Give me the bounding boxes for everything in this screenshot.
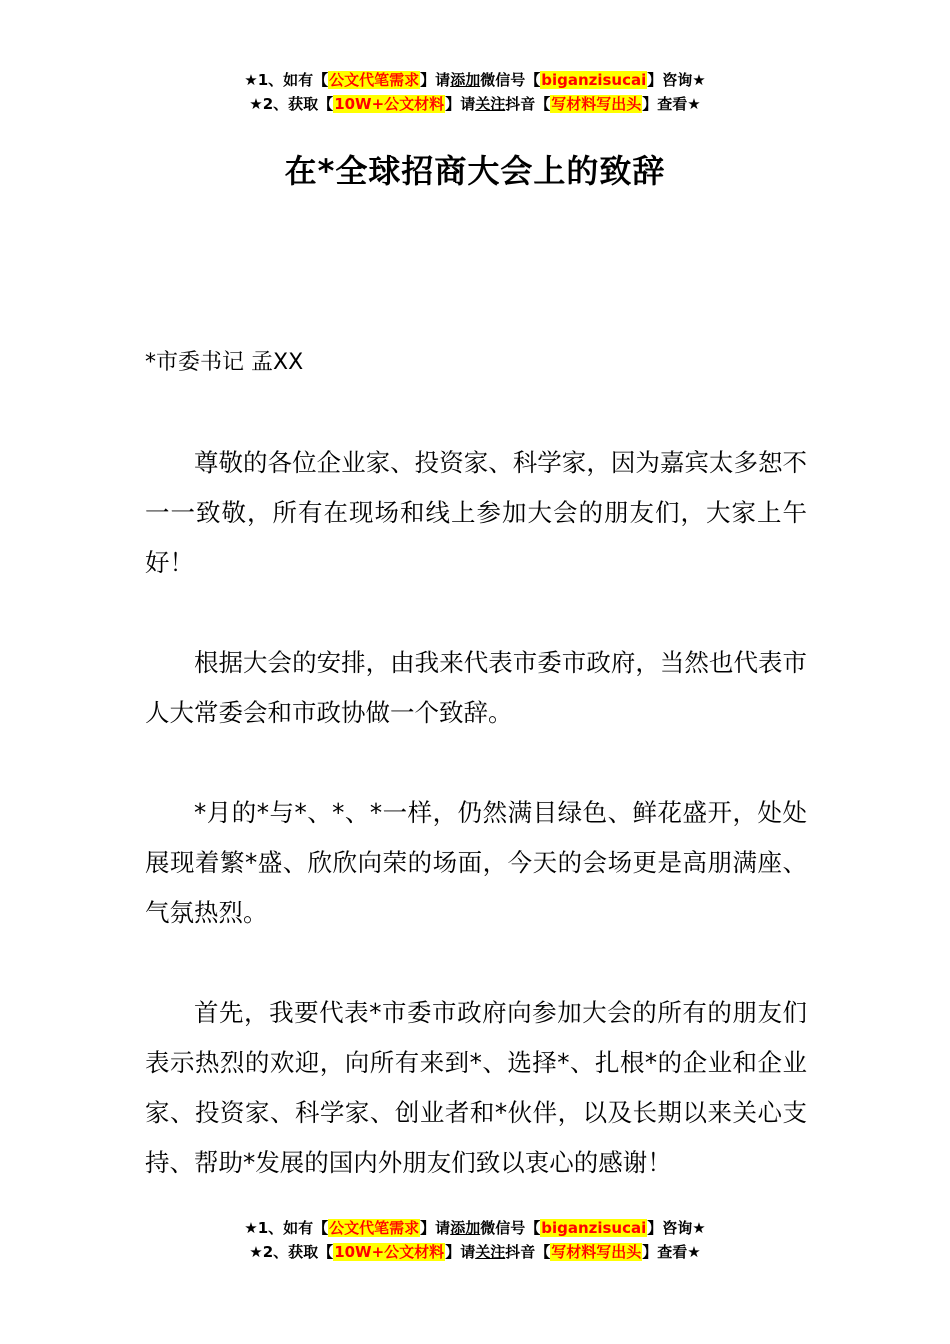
banner-text: ★1、如有【 xyxy=(244,71,329,89)
banner-text: 】咨询★ xyxy=(647,1219,706,1237)
paragraph: 根据大会的安排，由我来代表市委市政府，当然也代表市人大常委会和市政协做一个致辞。 xyxy=(145,648,807,727)
banner-underline: 关注 xyxy=(475,95,506,113)
banner-text: ★1、如有【 xyxy=(244,1219,329,1237)
banner-highlight: biganzisucai xyxy=(541,71,647,89)
banner-line-2 xyxy=(0,1240,950,1264)
banner-highlight: 公文代笔需求 xyxy=(329,1219,420,1237)
banner-line-1 xyxy=(0,68,950,92)
author-line: *市委书记 孟XX xyxy=(145,350,304,375)
paragraph: *月的*与*、*、*一样，仍然满目绿色、鲜花盛开，处处展现着繁*盛、欣欣向荣的场面，今天的会场更是高朋满座、气氛热烈。 xyxy=(145,798,807,927)
banner-text: 微信号【 xyxy=(480,1219,541,1237)
banner-underline: 添加 xyxy=(450,71,481,89)
banner-text: ★2、获取【 xyxy=(249,1243,334,1261)
banner-highlight: 写材料写出头 xyxy=(551,1243,642,1261)
banner-highlight: 10W+公文材料 xyxy=(334,1243,445,1261)
banner-text: 抖音【 xyxy=(505,95,551,113)
paragraph: 首先，我要代表*市委市政府向参加大会的所有的朋友们表示热烈的欢迎，向所有来到*、选择*、扎根*的企业和企业家、投资家、科学家、创业者和*伙伴，以及长期以来关心支持、帮助*发展的国内外朋友们致以衷心的感谢！ xyxy=(145,998,807,1177)
banner-text: 抖音【 xyxy=(505,1243,551,1261)
banner-highlight: 10W+公文材料 xyxy=(334,95,445,113)
banner-text: 】请 xyxy=(420,1219,451,1237)
banner-text: 】查看★ xyxy=(642,1243,701,1261)
banner-line-1 xyxy=(0,1216,950,1240)
banner-highlight: biganzisucai xyxy=(541,1219,647,1237)
banner-underline: 关注 xyxy=(475,1243,506,1261)
banner-text: 微信号【 xyxy=(480,71,541,89)
header-banner xyxy=(0,68,950,116)
banner-line-2 xyxy=(0,92,950,116)
banner-text: 】咨询★ xyxy=(647,71,706,89)
banner-text: 】请 xyxy=(445,1243,476,1261)
banner-highlight: 公文代笔需求 xyxy=(329,71,420,89)
banner-text: 】请 xyxy=(445,95,476,113)
banner-highlight: 写材料写出头 xyxy=(551,95,642,113)
document-title: 在*全球招商大会上的致辞 xyxy=(284,152,666,190)
banner-text: 】查看★ xyxy=(642,95,701,113)
banner-text: 】请 xyxy=(420,71,451,89)
footer-banner xyxy=(0,1216,950,1264)
banner-text: ★2、获取【 xyxy=(249,95,334,113)
document-body xyxy=(145,438,807,1238)
banner-underline: 添加 xyxy=(450,1219,481,1237)
paragraph: 尊敬的各位企业家、投资家、科学家，因为嘉宾太多恕不一一致敬，所有在现场和线上参加大会的朋友们，大家上午好！ xyxy=(145,448,807,577)
